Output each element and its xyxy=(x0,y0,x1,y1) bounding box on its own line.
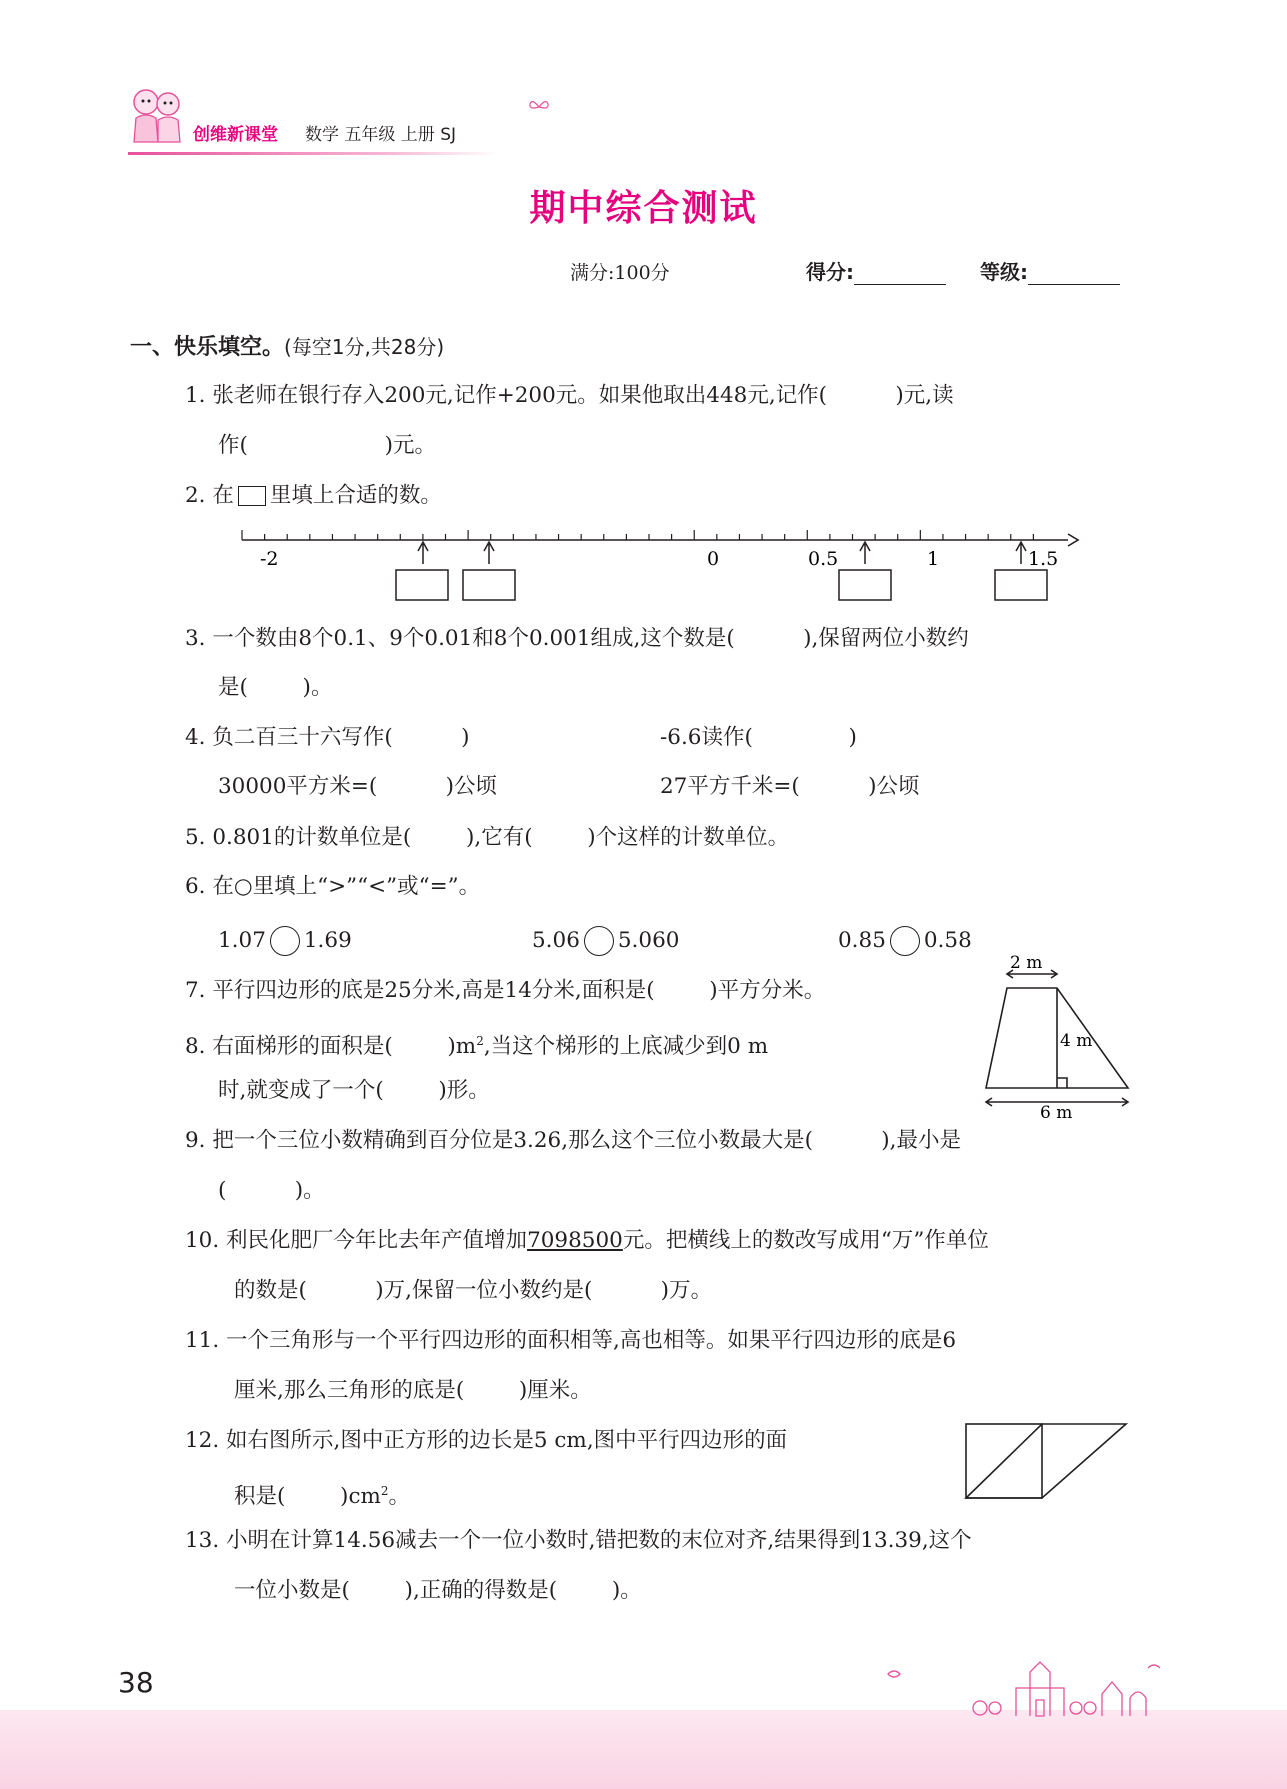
section-title: 一、快乐填空。 xyxy=(130,335,285,360)
question-number: 1. xyxy=(185,383,206,408)
number-line xyxy=(230,520,1080,610)
question-7 xyxy=(185,976,825,1006)
question-text: 小明在计算14.56减去一个一位小数时,错把数的末位对齐,结果得到13.39,这个 xyxy=(226,1528,972,1553)
question-number: 2. xyxy=(185,483,206,508)
compare-left: 0.85 xyxy=(838,928,886,953)
question-3-line2: 是( )。 xyxy=(218,675,333,700)
question-text: 元。把横线上的数改写成用“万”作单位 xyxy=(622,1228,989,1253)
question-number: 10. xyxy=(185,1228,220,1253)
question-number: 13. xyxy=(185,1528,220,1553)
question-number: 4. xyxy=(185,725,206,750)
top-label: 2 m xyxy=(1010,953,1043,973)
question-9 xyxy=(185,1126,961,1156)
question-number: 5. xyxy=(185,825,206,850)
square-box-icon xyxy=(238,486,266,506)
question-number: 12. xyxy=(185,1428,220,1453)
question-11-line2: 厘米,那么三角形的底是( )厘米。 xyxy=(234,1378,592,1403)
underlined-number: 7098500 xyxy=(527,1228,623,1253)
number-line-ticks xyxy=(242,530,1033,540)
castle-decoration-icon xyxy=(880,1648,1180,1718)
butterfly-icon xyxy=(528,98,550,116)
section-heading xyxy=(130,330,444,361)
compare-circle[interactable] xyxy=(270,926,300,956)
question-number: 3. xyxy=(185,626,206,651)
question-text: 积是( )cm xyxy=(234,1484,381,1510)
bottom-label: 6 m xyxy=(1040,1103,1073,1120)
question-text: 。 xyxy=(388,1484,411,1510)
compare-right: 0.58 xyxy=(923,928,972,953)
question-4b: -6.6读作( ) xyxy=(660,725,857,750)
grade-blank[interactable] xyxy=(1028,262,1120,285)
tick-label: 0 xyxy=(707,548,720,570)
compare-left: 5.06 xyxy=(532,928,580,953)
question-1-line2: 作( )元。 xyxy=(218,433,436,458)
compare-pair xyxy=(218,926,352,956)
answer-box[interactable] xyxy=(396,570,448,600)
brand-name: 创维新课堂 xyxy=(193,125,278,145)
grade-field[interactable] xyxy=(980,256,1120,285)
full-marks: 满分:100分 xyxy=(570,262,670,284)
question-4 xyxy=(185,723,469,753)
grade-label: 等级: xyxy=(980,260,1028,284)
parallelogram-shape xyxy=(966,1424,1126,1498)
superscript: 2 xyxy=(380,1484,389,1498)
tick-label: -2 xyxy=(260,548,279,570)
question-12 xyxy=(185,1426,787,1456)
question-11 xyxy=(185,1326,956,1356)
question-text: 里填上合适的数。 xyxy=(269,483,442,508)
compare-circle[interactable] xyxy=(890,926,920,956)
compare-left: 1.07 xyxy=(218,928,266,953)
question-10-line2: 的数是( )万,保留一位小数约是( )万。 xyxy=(234,1278,713,1303)
tick-label: 1.5 xyxy=(1028,548,1059,570)
compare-right: 1.69 xyxy=(303,928,352,953)
question-text: 一个三角形与一个平行四边形的面积相等,高也相等。如果平行四边形的底是6 xyxy=(226,1328,957,1353)
footer-band xyxy=(0,1710,1287,1789)
header-divider xyxy=(128,152,498,155)
question-13-line2: 一位小数是( ),正确的得数是( )。 xyxy=(234,1578,642,1603)
section-note: (每空1分,共28分) xyxy=(284,335,445,359)
question-text: 右面梯形的面积是( )m xyxy=(212,1034,477,1060)
question-4c: 30000平方米=( )公顷 xyxy=(218,774,498,799)
score-field[interactable] xyxy=(806,256,946,285)
question-text: 负二百三十六写作( ) xyxy=(212,725,470,750)
question-number: 11. xyxy=(185,1328,220,1353)
right-angle-icon xyxy=(1057,1078,1067,1088)
question-6 xyxy=(185,872,480,902)
question-2 xyxy=(185,481,442,511)
question-13 xyxy=(185,1526,972,1556)
question-text: 如右图所示,图中正方形的边长是5 cm,图中平行四边形的面 xyxy=(226,1428,788,1453)
question-number: 7. xyxy=(185,978,206,1003)
answer-box[interactable] xyxy=(463,570,515,600)
answer-box[interactable] xyxy=(995,570,1047,600)
page-number: 38 xyxy=(118,1666,154,1699)
question-text: 0.801的计数单位是( ),它有( )个这样的计数单位。 xyxy=(212,825,790,850)
question-12-line2 xyxy=(234,1476,410,1512)
question-1 xyxy=(185,381,954,411)
compare-right: 5.060 xyxy=(617,928,680,953)
up-arrow-icon xyxy=(484,542,494,564)
compare-pair xyxy=(838,926,972,956)
question-text: 一个数由8个0.1、9个0.01和8个0.001组成,这个数是( ),保留两位小数约 xyxy=(212,626,969,651)
cartoon-kids-logo-icon xyxy=(128,84,188,154)
question-3 xyxy=(185,624,969,654)
up-arrow-icon xyxy=(1016,542,1026,564)
score-blank[interactable] xyxy=(854,262,946,285)
tick-label: 0.5 xyxy=(808,548,839,570)
question-text: 把一个三位小数精确到百分位是3.26,那么这个三位小数最大是( ),最小是 xyxy=(212,1128,962,1153)
question-text: 平行四边形的底是25分米,高是14分米,面积是( )平方分米。 xyxy=(212,978,826,1003)
question-text: ,当这个梯形的上底减少到0 m xyxy=(483,1034,769,1060)
page-title: 期中综合测试 xyxy=(529,188,758,229)
axis-arrow-icon xyxy=(1068,534,1078,546)
up-arrow-icon xyxy=(860,542,870,564)
tick-label: 1 xyxy=(927,548,940,570)
question-text: 利民化肥厂今年比去年产值增加 xyxy=(226,1228,528,1253)
question-8-line2: 时,就变成了一个( )形。 xyxy=(218,1078,490,1103)
height-label: 4 m xyxy=(1060,1031,1093,1051)
book-info: 数学 五年级 上册 SJ xyxy=(305,125,457,145)
question-number: 6. xyxy=(185,874,206,899)
question-number: 8. xyxy=(185,1034,206,1060)
question-9-line2: ( )。 xyxy=(218,1178,325,1203)
compare-circle[interactable] xyxy=(584,926,614,956)
question-8 xyxy=(185,1026,768,1062)
square-parallelogram-figure xyxy=(962,1420,1130,1502)
question-text: 在 xyxy=(212,483,234,508)
question-number: 9. xyxy=(185,1128,206,1153)
superscript: 2 xyxy=(476,1034,484,1048)
question-text: 张老师在银行存入200元,记作+200元。如果他取出448元,记作( )元,读 xyxy=(212,383,954,408)
compare-pair xyxy=(532,926,679,956)
up-arrow-icon xyxy=(418,542,428,564)
question-4d: 27平方千米=( )公顷 xyxy=(660,774,920,799)
score-label: 得分: xyxy=(806,260,854,284)
question-text: 在○里填上“>”“<”或“=”。 xyxy=(212,874,481,899)
trapezoid-figure xyxy=(980,952,1140,1120)
answer-box[interactable] xyxy=(839,570,891,600)
question-5 xyxy=(185,823,789,853)
question-10 xyxy=(185,1226,989,1256)
